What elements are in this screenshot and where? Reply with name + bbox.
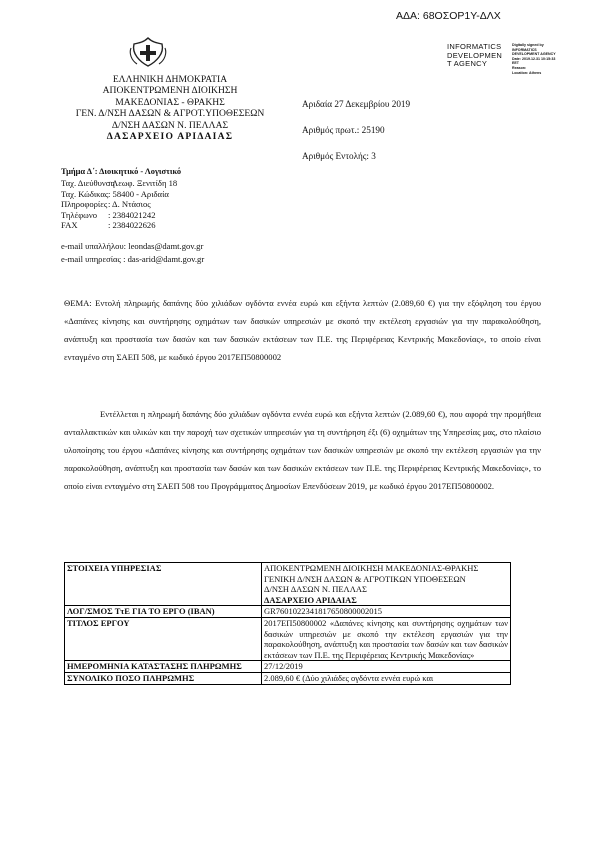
email-details <box>61 240 204 265</box>
table-value: GR7601022341817650800002015 <box>262 606 511 618</box>
employee-email: e-mail υπαλλήλου: leondas@damt.gov.gr <box>61 241 204 251</box>
table-label: ΗΜΕΡΟΜΗΝΙΑ ΚΑΤΑΣΤΑΣΗΣ ΠΛΗΡΩΜΗΣ <box>65 661 262 673</box>
contact-row: Ταχ. Κώδικας : 58400 - Αριδαία <box>61 188 169 199</box>
contact-row: Ταχ. Διεύθυνση : Λεωφ. Ξενιτίδη 18 <box>61 178 178 188</box>
order-number: Αριθμός Εντολής: 3 <box>302 151 376 161</box>
table-label: ΤΙΤΛΟΣ ΕΡΓΟΥ <box>65 617 262 660</box>
order-paragraph: Εντέλλεται η πληρωμή δαπάνης δύο χιλιάδων ογδόντα εννέα ευρώ και εξήντα λεπτών (2.089,60 €), που αφορά την προμήθεια ανταλλακτικών και υλικών και την παροχή των σχετικών υπηρεσιών για τη συντήρηση έξι (6) οχημάτων της Υπηρεσίας μας, στο πλαίσιο υλοποίησης του έργου «Δαπάνες κίνησης και συντήρησης οχημάτων των δασικών υπηρεσιών με σκοπό την εκτέλεση εργασιών για την παρακολούθηση, ανάπτυξη και προστασία των δασών και των δασικών εκτάσεων των Π.Ε. της Περιφέρειας Κεντρικής Μακεδονίας», το οποίο είναι ενταγμένο στη ΣΑΕΠ 508 του Προγράμματος Δημοσίων Επενδύσεων 2019, με κωδικό έργου 2017ΕΠ50800002. <box>64 409 541 491</box>
document-date: Αριδαία 27 Δεκεμβρίου 2019 <box>302 99 411 109</box>
table-label: ΣΥΝΟΛΙΚΟ ΠΟΣΟ ΠΛΗΡΩΜΗΣ <box>65 672 262 684</box>
table-row <box>65 672 511 684</box>
table-row <box>65 617 511 660</box>
contact-details <box>61 178 177 231</box>
contact-row: Τηλέφωνο : 2384021242 <box>61 209 156 220</box>
department-title: Τμήμα Δ΄: Διοικητικό - Λογιστικό <box>61 167 182 176</box>
table-value: 27/12/2019 <box>262 661 511 673</box>
subject-paragraph: ΘΕΜΑ: Εντολή πληρωμής δαπάνης δύο χιλιάδων ογδόντα εννέα ευρώ και εξήντα λεπτών (2.089,60 €) για την εξόφληση του έργου «Δαπάνες κίνησης και συντήρησης οχημάτων των δασικών υπηρεσιών με σκοπό την εκτέλεση εργασιών για την παρακολούθηση, ανάπτυξη και προστασία των δασών και των δασικών εκτάσεων των Π.Ε. της Περιφέρειας Κεντρικής Μακεδονίας», το οποίο είναι ενταγμένο στη ΣΑΕΠ 508, με κωδικό έργου 2017ΕΠ50800002 <box>64 298 541 362</box>
contact-row: FAX : 2384022626 <box>61 220 156 231</box>
informatics-agency-label: INFORMATICS DEVELOPMEN T AGENCY <box>447 42 503 68</box>
table-row <box>65 661 511 673</box>
issuer-header: ΕΛΛΗΝΙΚΗ ΔΗΜΟΚΡΑΤΙΑ ΑΠΟΚΕΝΤΡΩΜΕΝΗ ΔΙΟΙΚΗΣΗ ΜΑΚΕΔΟΝΙΑΣ - ΘΡΑΚΗΣ ΓΕΝ. Δ/ΝΣΗ ΔΑΣΩΝ & ΑΓΡΟΤ.ΥΠΟΘΕΣΕΩΝ Δ/ΝΣΗ ΔΑΣΩΝ Ν. ΠΕΛΛΑΣ ΔΑΣΑΡΧΕΙΟ ΑΡΙΔΑΙΑΣ <box>46 74 294 142</box>
table-label: ΣΤΟΙΧΕΙΑ ΥΠΗΡΕΣΙΑΣ <box>65 563 262 606</box>
payment-info-table <box>64 562 511 685</box>
table-value: ΑΠΟΚΕΝΤΡΩΜΕΝΗ ΔΙΟΙΚΗΣΗ ΜΑΚΕΔΟΝΙΑΣ-ΘΡΑΚΗΣ ΓΕΝΙΚΗ Δ/ΝΣΗ ΔΑΣΩΝ & ΑΓΡΟΤΙΚΩΝ ΥΠΟΘΕΣΕΩΝ Δ/ΝΣΗ ΔΑΣΩΝ Ν. ΠΕΛΛΑΣ ΔΑΣΑΡΧΕΙΟ ΑΡΙΔΑΙΑΣ <box>262 563 511 606</box>
table-row <box>65 563 511 606</box>
issuer-office: ΔΑΣΑΡΧΕΙΟ ΑΡΙΔΑΙΑΣ <box>106 131 234 143</box>
digital-signature-block: Digitally signed by INFORMATICS DEVELOPMENT AGENCY Date: 2019.12.31 10:15:33 EET Reason: Location: Athens <box>512 43 556 75</box>
table-value: 2017ΕΠ50800002 «Δαπάνες κίνησης και συντήρησης οχημάτων των δασικών υπηρεσιών με σκοπό την εκτέλεση εργασιών για την παρακολούθηση, ανάπτυξη και προστασία των δασών και των δασικών εκτάσεων των Π.Ε. της Περιφέρειας Κεντρικής Μακεδονίας» <box>262 617 511 660</box>
greek-emblem-icon <box>128 36 168 68</box>
table-row <box>65 606 511 618</box>
protocol-number: Αριθμός πρωτ.: 25190 <box>302 125 385 135</box>
table-label: ΛΟΓ/ΣΜΟΣ ΤτΕ ΓΙΑ ΤΟ ΕΡΓΟ (IBAN) <box>65 606 262 618</box>
service-email: e-mail υπηρεσίας : das-arid@damt.gov.gr <box>61 253 205 264</box>
table-value: 2.089,60 € (Δύο χιλιάδες ογδόντα εννέα ευρώ και <box>262 672 511 684</box>
ada-code: ΑΔΑ: 68ΟΣΟΡ1Υ-ΔΛΧ <box>396 10 501 22</box>
contact-row: Πληροφορίες : Δ. Ντάσιος <box>61 199 151 210</box>
